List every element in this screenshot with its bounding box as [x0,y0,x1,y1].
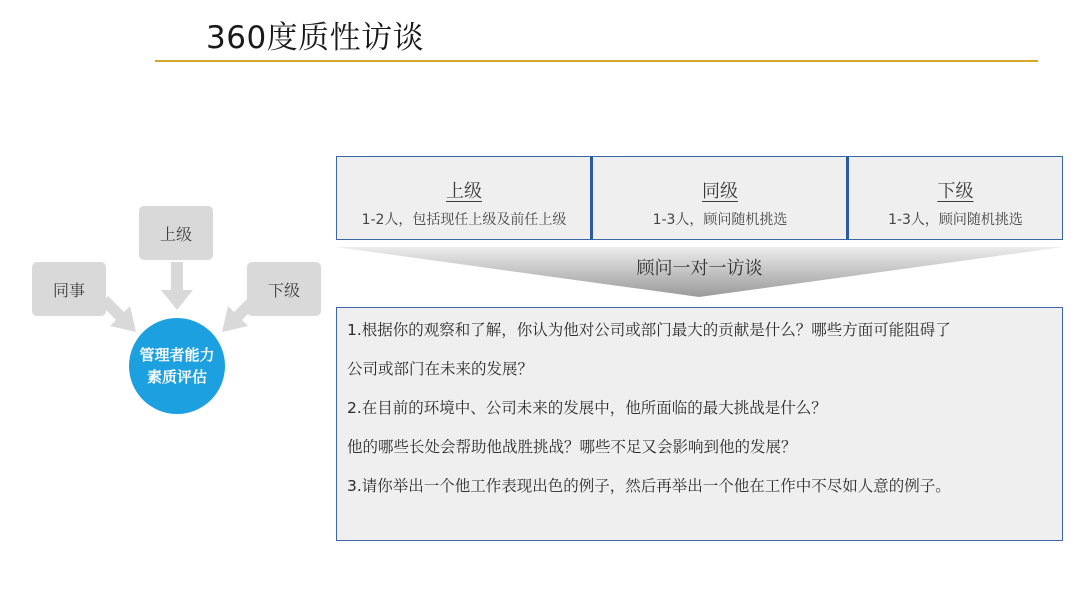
diagram-node-superior: 上级 [139,206,213,260]
level-box-peer [592,156,848,240]
interview-label: 顾问一对一访谈 [636,258,763,279]
level-box-superior [336,156,592,240]
level-desc: 1-3人，顾问随机挑选 [888,212,1023,228]
arrow-down-right-icon [100,296,140,336]
level-desc: 1-3人，顾问随机挑选 [652,212,788,228]
question-line: 他的哪些长处会帮助他战胜挑战？哪些不足又会影响到他的发展？ [347,438,797,456]
arrow-down-icon [160,262,194,312]
question-line: 公司或部门在未来的发展？ [347,360,534,378]
arrow-down-left-icon [218,296,258,336]
level-box-subordinate [848,156,1063,240]
box-divider [846,156,849,240]
diagram-node-peer: 同事 [32,262,106,316]
center-circle: 管理者能力素质评估 [129,318,225,414]
question-line: 1.根据你的观察和了解，你认为他对公司或部门最大的贡献是什么？哪些方面可能阻碍了 [347,321,951,339]
level-label: 上级 [446,181,482,202]
questions-box [336,307,1063,541]
box-divider [590,156,593,240]
page-title: 360度质性访谈 [206,20,425,56]
diagram-node-subordinate: 下级 [247,262,321,316]
question-line: 3.请你举出一个他工作表现出色的例子，然后再举出一个他在工作中不尽如人意的例子。 [347,477,951,495]
level-label: 下级 [937,181,974,202]
level-desc: 1-2人，包括现任上级及前任上级 [361,212,567,228]
question-line: 2.在目前的环境中、公司未来的发展中，他所面临的最大挑战是什么？ [347,399,827,417]
level-label: 同级 [702,181,738,202]
title-divider [155,60,1038,62]
